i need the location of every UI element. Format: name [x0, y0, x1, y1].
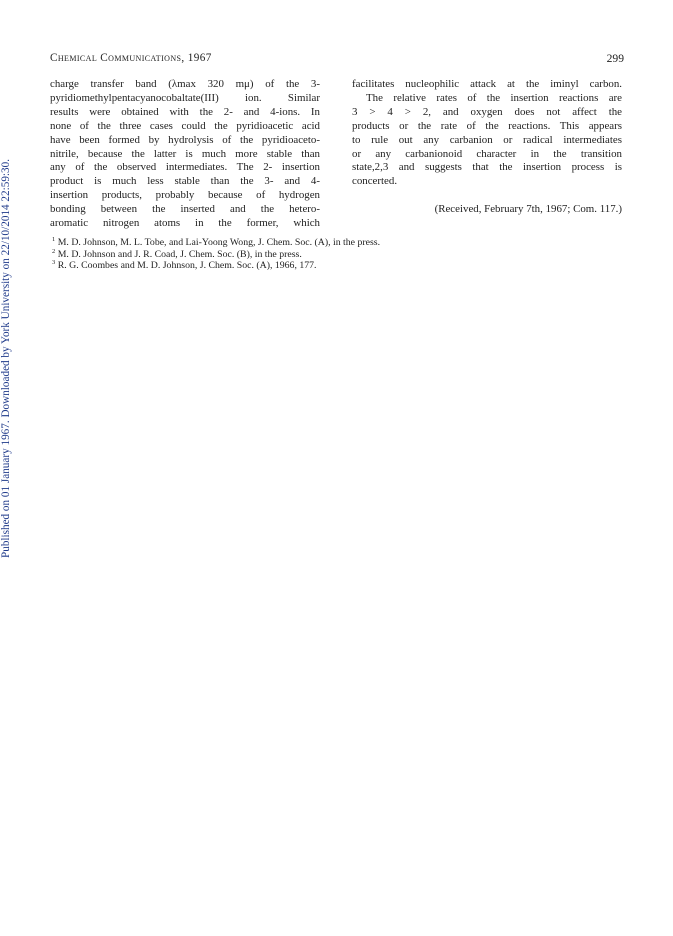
text-line: to rule out any carbanion or radical intermediates — [352, 133, 622, 146]
text-line: product is much less stable than the 3- and 4- — [50, 175, 320, 188]
text-line: The relative rates of the insertion reactions are — [366, 91, 622, 104]
reference-number: 1 — [52, 236, 56, 243]
received-note: (Received, February 7th, 1967; Com. 117.) — [434, 203, 622, 215]
page-header — [50, 52, 624, 68]
reference-text: M. D. Johnson and J. R. Coad, J. Chem. Soc. (B), in the press. — [57, 248, 302, 260]
reference-item — [52, 260, 612, 272]
references — [52, 237, 612, 272]
text-line: state,2,3 and suggests that the insertion process is — [352, 161, 622, 174]
reference-text: R. G. Coombes and M. D. Johnson, J. Chem. Soc. (A), 1966, 177. — [57, 260, 317, 272]
reference-number: 2 — [52, 247, 56, 255]
text-line: products or the rate of the reactions. This appears — [352, 119, 622, 132]
download-watermark: Published on 01 January 1967. Downloaded by York University on 22/10/2014 22:59:30. — [0, 158, 12, 558]
text-line: aromatic nitrogen atoms in the former, which — [50, 217, 320, 230]
left-column — [50, 78, 320, 231]
text-line: or any carbanionoid character in the transition — [352, 147, 622, 160]
text-line: concerted. — [352, 175, 398, 188]
text-line: have been formed by hydrolysis of the pyridioaceto- — [50, 133, 320, 146]
text-line: 3 > 4 > 2, and oxygen does not affect the — [352, 105, 622, 118]
reference-text: M. D. Johnson, M. L. Tobe, and Lai-Yoong Wong, J. Chem. Soc. (A), in the press. — [57, 237, 381, 248]
right-column — [352, 78, 622, 189]
text-line: none of the three cases could the pyridioacetic acid — [50, 119, 320, 132]
reference-item — [52, 249, 612, 261]
text-line: results were obtained with the 2- and 4-ions. In — [50, 105, 320, 118]
text-line: insertion products, probably because of hydrogen — [50, 189, 320, 202]
journal-title: Chemical Communications, 1967 — [50, 52, 212, 64]
page-number: 299 — [606, 52, 624, 65]
text-line: facilitates nucleophilic attack at the iminyl carbon. — [352, 78, 622, 90]
text-line: charge transfer band (λmax 320 mμ) of the 3- — [50, 78, 320, 90]
text-line: any of the observed intermediates. The 2- insertion — [50, 161, 320, 174]
reference-number: 3 — [52, 259, 56, 267]
text-line: pyridiomethylpentacyanocobaltate(III) ion. Similar — [50, 91, 320, 104]
text-line: bonding between the inserted and the hetero- — [50, 203, 320, 216]
text-line: nitrile, because the latter is much more stable than — [50, 147, 320, 160]
reference-item — [52, 237, 612, 249]
